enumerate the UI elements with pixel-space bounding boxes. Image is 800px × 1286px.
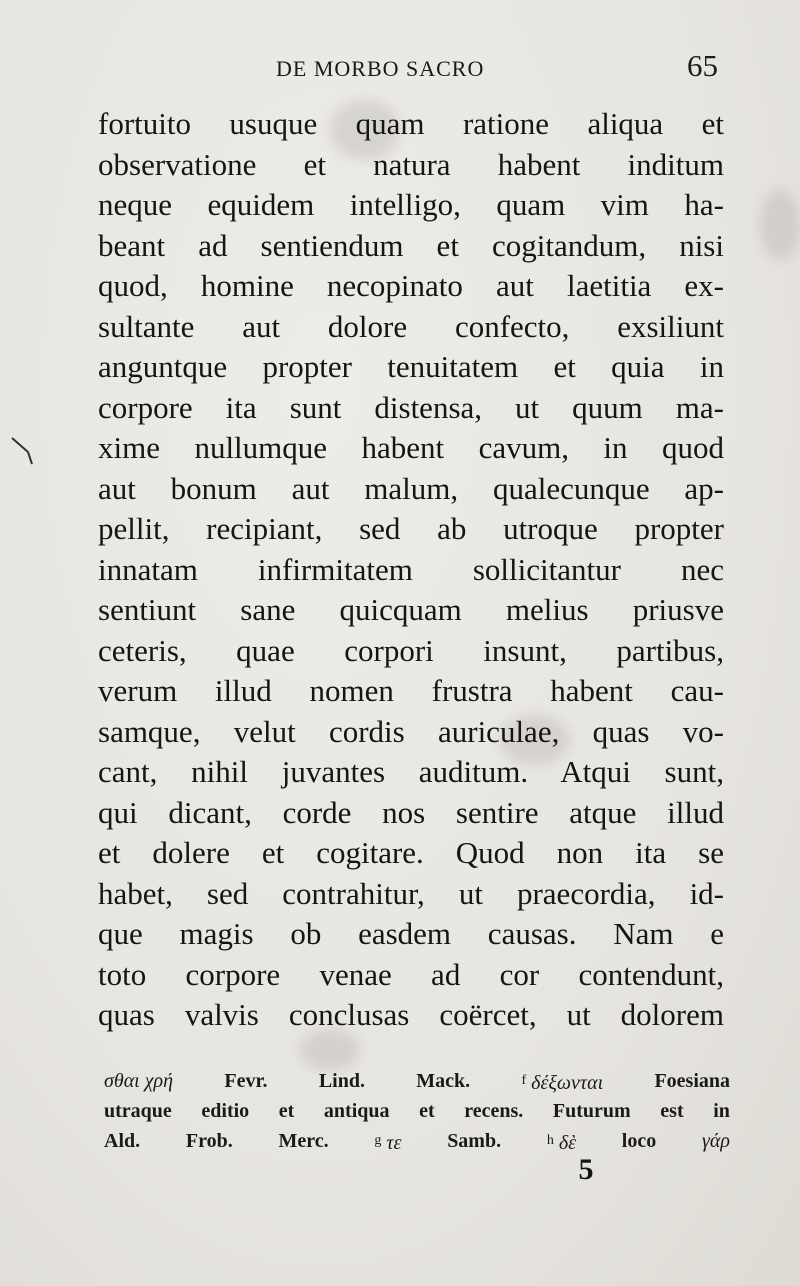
text-line: innatam infirmitatem sollicitantur nec bbox=[98, 551, 724, 587]
text-line: que magis ob easdem causas. Nam e bbox=[98, 916, 724, 951]
greek-word: δέξωνται bbox=[531, 1072, 604, 1094]
footnote-word: est bbox=[660, 1100, 684, 1122]
text-line: samque, velut cordis auriculae, quas vo- bbox=[98, 713, 724, 749]
footnote-word: Fevr. bbox=[224, 1070, 268, 1092]
page-header bbox=[98, 48, 720, 88]
footnote-line bbox=[104, 1066, 730, 1096]
text-line: sultante aut dolore confecto, exsiliunt bbox=[98, 308, 724, 344]
text-line: fortuito usuque quam ratione aliqua et bbox=[98, 106, 724, 141]
footnote-line bbox=[104, 1096, 730, 1126]
text-line: cant, nihil juvantes auditum. Atqui sunt, bbox=[98, 754, 724, 789]
text-line: quas valvis conclusas coërcet, ut dolorem bbox=[98, 997, 724, 1032]
footnote-word: Lind. bbox=[318, 1070, 365, 1092]
footnote-word: editio bbox=[201, 1100, 250, 1122]
greek-word: δὲ bbox=[558, 1132, 577, 1154]
footnote-line bbox=[104, 1126, 730, 1156]
text-line: habet, sed contrahitur, ut praecordia, id- bbox=[98, 875, 724, 911]
footnote-word: in bbox=[713, 1100, 730, 1122]
footnote-word: recens. bbox=[464, 1100, 524, 1122]
text-line: aut bonum aut malum, qualecunque ap- bbox=[98, 470, 724, 506]
footnote-word: Mack. bbox=[416, 1070, 471, 1092]
footnote-word: Merc. bbox=[278, 1130, 329, 1152]
footnote-word: Ald. bbox=[104, 1130, 141, 1152]
page-number: 65 bbox=[687, 48, 718, 83]
footnote-word: Samb. bbox=[447, 1130, 502, 1152]
margin-pencil-mark bbox=[10, 436, 40, 466]
signature-mark: 5 bbox=[578, 1153, 594, 1186]
text-line: et dolere et cogitare. Quod non ita se bbox=[98, 835, 724, 870]
footnote-word: Futurum bbox=[552, 1100, 631, 1122]
text-line: neque equidem intelligo, quam vim ha- bbox=[98, 187, 724, 222]
footnote-word: utraque bbox=[104, 1100, 172, 1122]
text-line: qui dicant, corde nos sentire atque illud bbox=[98, 794, 724, 830]
footnote-word: et bbox=[278, 1100, 295, 1122]
text-line: verum illud nomen frustra habent cau- bbox=[98, 673, 724, 708]
foxing-stain bbox=[760, 190, 800, 260]
greek-word: τε bbox=[386, 1132, 402, 1154]
footnote-marker: f bbox=[521, 1073, 527, 1088]
foxing-stain bbox=[300, 1030, 360, 1070]
footnote-marker: h bbox=[546, 1133, 554, 1148]
text-line: pellit, recipiant, sed ab utroque propter bbox=[98, 511, 724, 546]
text-line: xime nullumque habent cavum, in quod bbox=[98, 430, 724, 465]
text-line: toto corpore venae ad cor contendunt, bbox=[98, 956, 724, 992]
text-line: quod, homine necopinato aut laetitia ex- bbox=[98, 268, 724, 303]
text-line: corpore ita sunt distensa, ut quum ma- bbox=[98, 389, 724, 425]
text-line: ceteris, quae corpori insunt, partibus, bbox=[98, 632, 724, 668]
text-line: anguntque propter tenuitatem et quia in bbox=[98, 349, 724, 384]
text-line: beant ad sentiendum et cogitandum, nisi bbox=[98, 227, 724, 263]
footnote-word: Foesiana bbox=[654, 1070, 730, 1092]
footnote-word: loco bbox=[621, 1130, 657, 1152]
footnote-word: et bbox=[419, 1100, 435, 1122]
greek-word: σθαι χρή bbox=[104, 1070, 174, 1092]
text-line: sentiunt sane quicquam melius priusve bbox=[98, 592, 724, 627]
greek-word: γάρ bbox=[701, 1130, 730, 1152]
running-title: DE MORBO SACRO bbox=[276, 56, 485, 81]
footnote-marker: g bbox=[374, 1133, 382, 1148]
footnote-word: antiqua bbox=[323, 1100, 390, 1122]
text-line: observatione et natura habent inditum bbox=[98, 146, 724, 182]
main-text bbox=[98, 104, 724, 1036]
footnote-word: Frob. bbox=[185, 1130, 233, 1152]
footnotes bbox=[104, 1066, 730, 1156]
